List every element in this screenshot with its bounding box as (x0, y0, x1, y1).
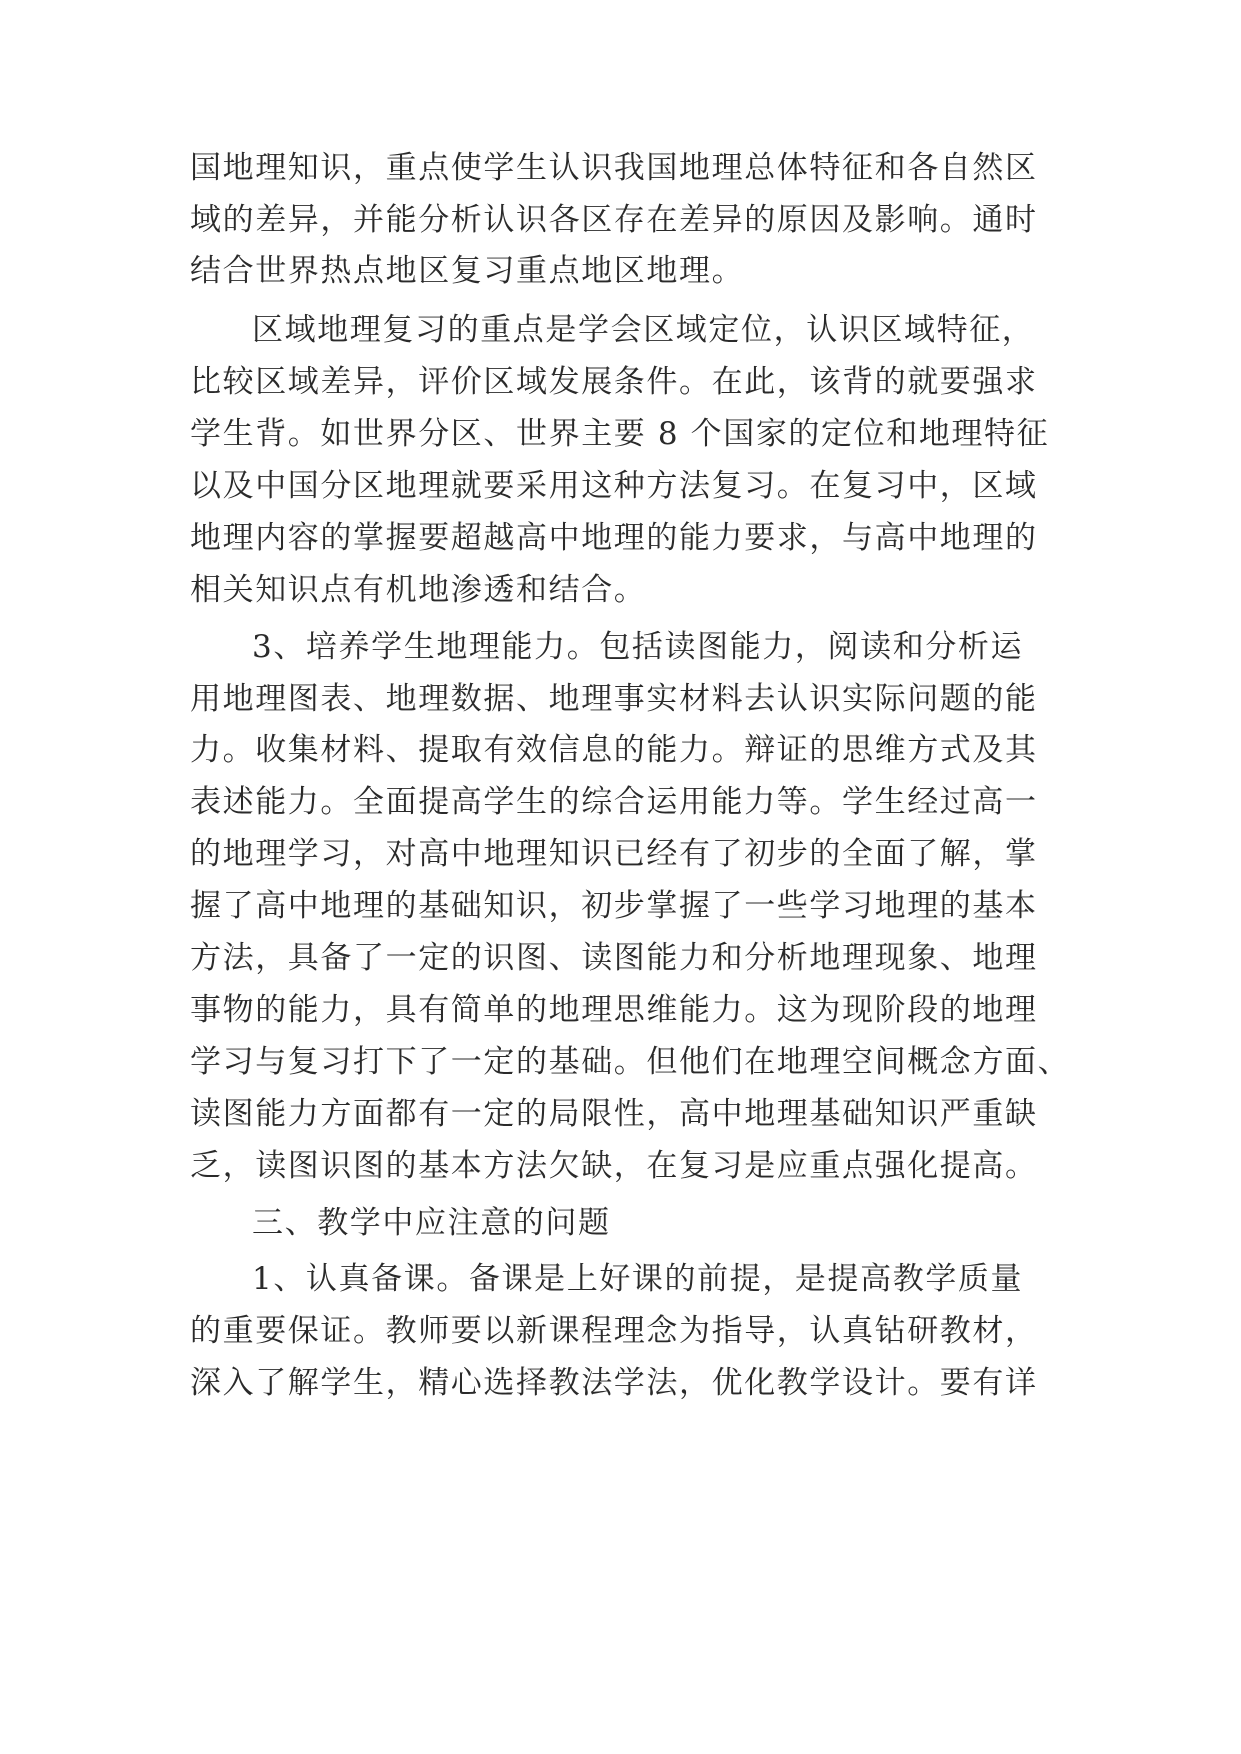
text-line: 地理内容的掌握要超越高中地理的能力要求，与高中地理的 (190, 520, 1038, 556)
text-line: 国地理知识，重点使学生认识我国地理总体特征和各自然区 (190, 150, 1038, 186)
text-line: 结合世界热点地区复习重点地区地理。 (190, 253, 745, 289)
text-line: 3、培养学生地理能力。包括读图能力，阅读和分析运 (252, 629, 1024, 665)
section-heading: 三、教学中应注意的问题 (252, 1205, 611, 1241)
text-line: 握了高中地理的基础知识，初步掌握了一些学习地理的基本 (190, 888, 1038, 924)
text-line: 力。收集材料、提取有效信息的能力。辩证的思维方式及其 (190, 732, 1038, 768)
text-line: 深入了解学生，精心选择教法学法，优化教学设计。要有详 (190, 1365, 1038, 1401)
text-line: 的重要保证。教师要以新课程理念为指导，认真钻研教材， (190, 1313, 1038, 1349)
text-line: 读图能力方面都有一定的局限性，高中地理基础知识严重缺 (190, 1096, 1038, 1132)
text-line: 相关知识点有机地渗透和结合。 (190, 572, 647, 608)
text-line: 1、认真备课。备课是上好课的前提，是提高教学质量 (252, 1261, 1024, 1297)
text-line: 乏，读图识图的基本方法欠缺，在复习是应重点强化提高。 (190, 1148, 1038, 1184)
text-line: 学习与复习打下了一定的基础。但他们在地理空间概念方面、 (190, 1044, 1071, 1080)
text-line: 方法，具备了一定的识图、读图能力和分析地理现象、地理 (190, 940, 1038, 976)
text-line: 区域地理复习的重点是学会区域定位，认识区域特征， (252, 312, 1035, 348)
text-line: 以及中国分区地理就要采用这种方法复习。在复习中，区域 (190, 468, 1038, 504)
text-line: 域的差异，并能分析认识各区存在差异的原因及影响。通时 (190, 202, 1038, 238)
text-line: 事物的能力，具有简单的地理思维能力。这为现阶段的地理 (190, 992, 1038, 1028)
text-line: 比较区域差异，评价区域发展条件。在此，该背的就要强求 (190, 364, 1038, 400)
text-line: 用地理图表、地理数据、地理事实材料去认识实际问题的能 (190, 681, 1038, 717)
text-line: 的地理学习，对高中地理知识已经有了初步的全面了解，掌 (190, 836, 1038, 872)
text-line: 学生背。如世界分区、世界主要 8 个国家的定位和地理特征 (190, 416, 1050, 452)
text-line: 表述能力。全面提高学生的综合运用能力等。学生经过高一 (190, 784, 1038, 820)
